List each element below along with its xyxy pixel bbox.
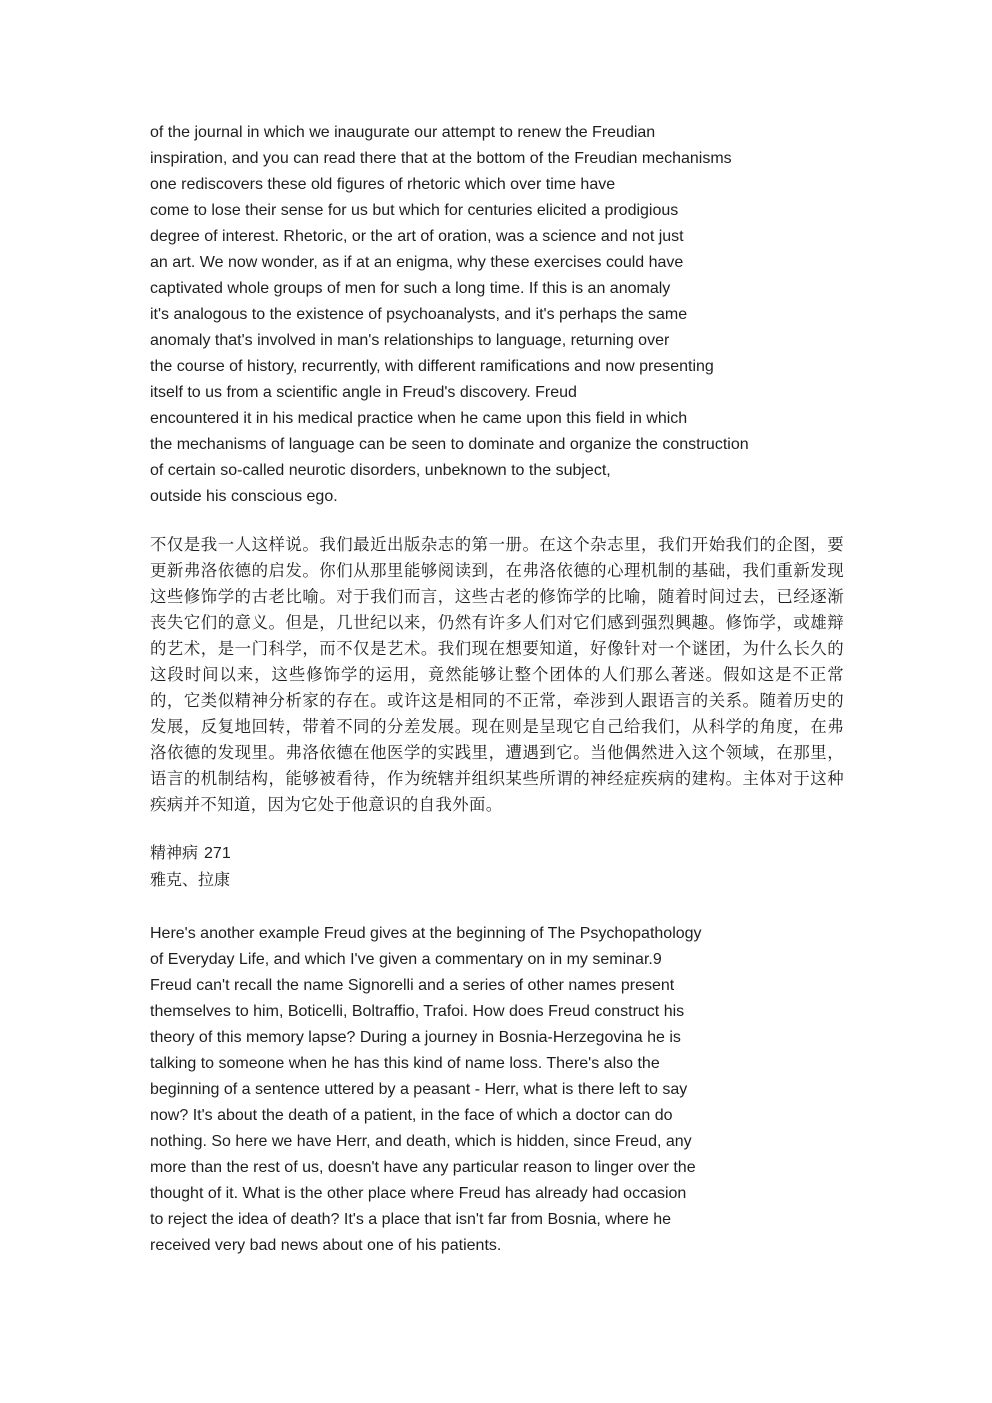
text-line: inspiration, and you can read there that at the bottom of the Freudian mechanisms xyxy=(150,150,732,167)
text-line: outside his conscious ego. xyxy=(150,488,338,505)
text-line: received very bad news about one of his patients. xyxy=(150,1237,502,1254)
text-line: an art. We now wonder, as if at an enigma, why these exercises could have xyxy=(150,254,684,271)
text-line: come to lose their sense for us but which for centuries elicited a prodigious xyxy=(150,202,679,219)
text-line: encountered it in his medical practice when he came upon this field in which xyxy=(150,410,688,427)
text-line: more than the rest of us, doesn't have any particular reason to linger over the xyxy=(150,1159,696,1176)
text-line: of the journal in which we inaugurate our attempt to renew the Freudian xyxy=(150,124,656,141)
text-line: themselves to him, Boticelli, Boltraffio, Trafoi. How does Freud construct his xyxy=(150,1003,685,1020)
text-line: itself to us from a scientific angle in Freud's discovery. Freud xyxy=(150,384,577,401)
english-paragraph-1 xyxy=(150,120,850,510)
author-name: 雅克、拉康 xyxy=(150,870,231,889)
text-line: talking to someone when he has this kind of name loss. There's also the xyxy=(150,1055,660,1072)
paragraph-spacer xyxy=(150,510,850,532)
text-line: of certain so-called neurotic disorders, unbeknown to the subject, xyxy=(150,462,611,479)
text-line: the course of history, recurrently, with different ramifications and now presenting xyxy=(150,358,714,375)
text-line: to reject the idea of death? It's a place that isn't far from Bosnia, where he xyxy=(150,1211,672,1228)
text-line: of Everyday Life, and which I've given a commentary on in my seminar.9 xyxy=(150,951,662,968)
paragraph-spacer xyxy=(150,893,850,921)
text-line: nothing. So here we have Herr, and death, which is hidden, since Freud, any xyxy=(150,1133,692,1150)
text-line: beginning of a sentence uttered by a peasant - Herr, what is there left to say xyxy=(150,1081,688,1098)
text-line: the mechanisms of language can be seen to dominate and organize the construction xyxy=(150,436,749,453)
text-line: now? It's about the death of a patient, in the face of which a doctor can do xyxy=(150,1107,673,1124)
text-line: theory of this memory lapse? During a journey in Bosnia-Herzegovina he is xyxy=(150,1029,681,1046)
page-number: 271 xyxy=(204,845,231,862)
text-line: degree of interest. Rhetoric, or the art of oration, was a science and not just xyxy=(150,228,684,245)
text-line: Freud can't recall the name Signorelli and a series of other names present xyxy=(150,977,675,994)
text-line: Here's another example Freud gives at the beginning of The Psychopathology xyxy=(150,925,702,942)
running-header xyxy=(150,840,850,893)
text-line: it's analogous to the existence of psychoanalysts, and it's perhaps the same xyxy=(150,306,688,323)
paragraph-spacer xyxy=(150,818,850,840)
text-line: one rediscovers these old figures of rhetoric which over time have xyxy=(150,176,616,193)
book-title: 精神病 xyxy=(150,843,199,862)
document-page xyxy=(150,120,850,1259)
text-line: captivated whole groups of men for such a long time. If this is an anomaly xyxy=(150,280,671,297)
text-line: thought of it. What is the other place where Freud has already had occasion xyxy=(150,1185,687,1202)
english-paragraph-2 xyxy=(150,921,850,1259)
text-line: anomaly that's involved in man's relationships to language, returning over xyxy=(150,332,670,349)
chinese-paragraph: 不仅是我一人这样说。我们最近出版杂志的第一册。在这个杂志里，我们开始我们的企图，要更新弗洛依德的启发。你们从那里能够阅读到，在弗洛依德的心理机制的基础，我们重新发现这些修饰学的古老比喻。对于我们而言，这些古老的修饰学的比喻，随着时间过去，已经逐渐丧失它们的意义。但是，几世纪以来，仍然有许多人们对它们感到强烈興趣。修饰学，或雄辩的艺术，是一门科学，而不仅是艺术。我们现在想要知道，好像针对一个谜团，为什么长久的这段时间以来，这些修饰学的运用，竟然能够让整个团体的人们那么著迷。假如这是不正常的，它类似精神分析家的存在。或许这是相同的不正常，牵涉到人跟语言的关系。随着历史的发展，反复地回转，带着不同的分差发展。现在则是呈现它自己给我们，从科学的角度，在弗洛依德的发现里。弗洛依德在他医学的实践里，遭遇到它。当他偶然进入这个领域，在那里，语言的机制结构，能够被看待，作为统辖并组织某些所谓的神经症疾病的建构。主体对于这种疾病并不知道，因为它处于他意识的自我外面。 xyxy=(150,535,844,814)
book-title-line xyxy=(150,840,850,867)
